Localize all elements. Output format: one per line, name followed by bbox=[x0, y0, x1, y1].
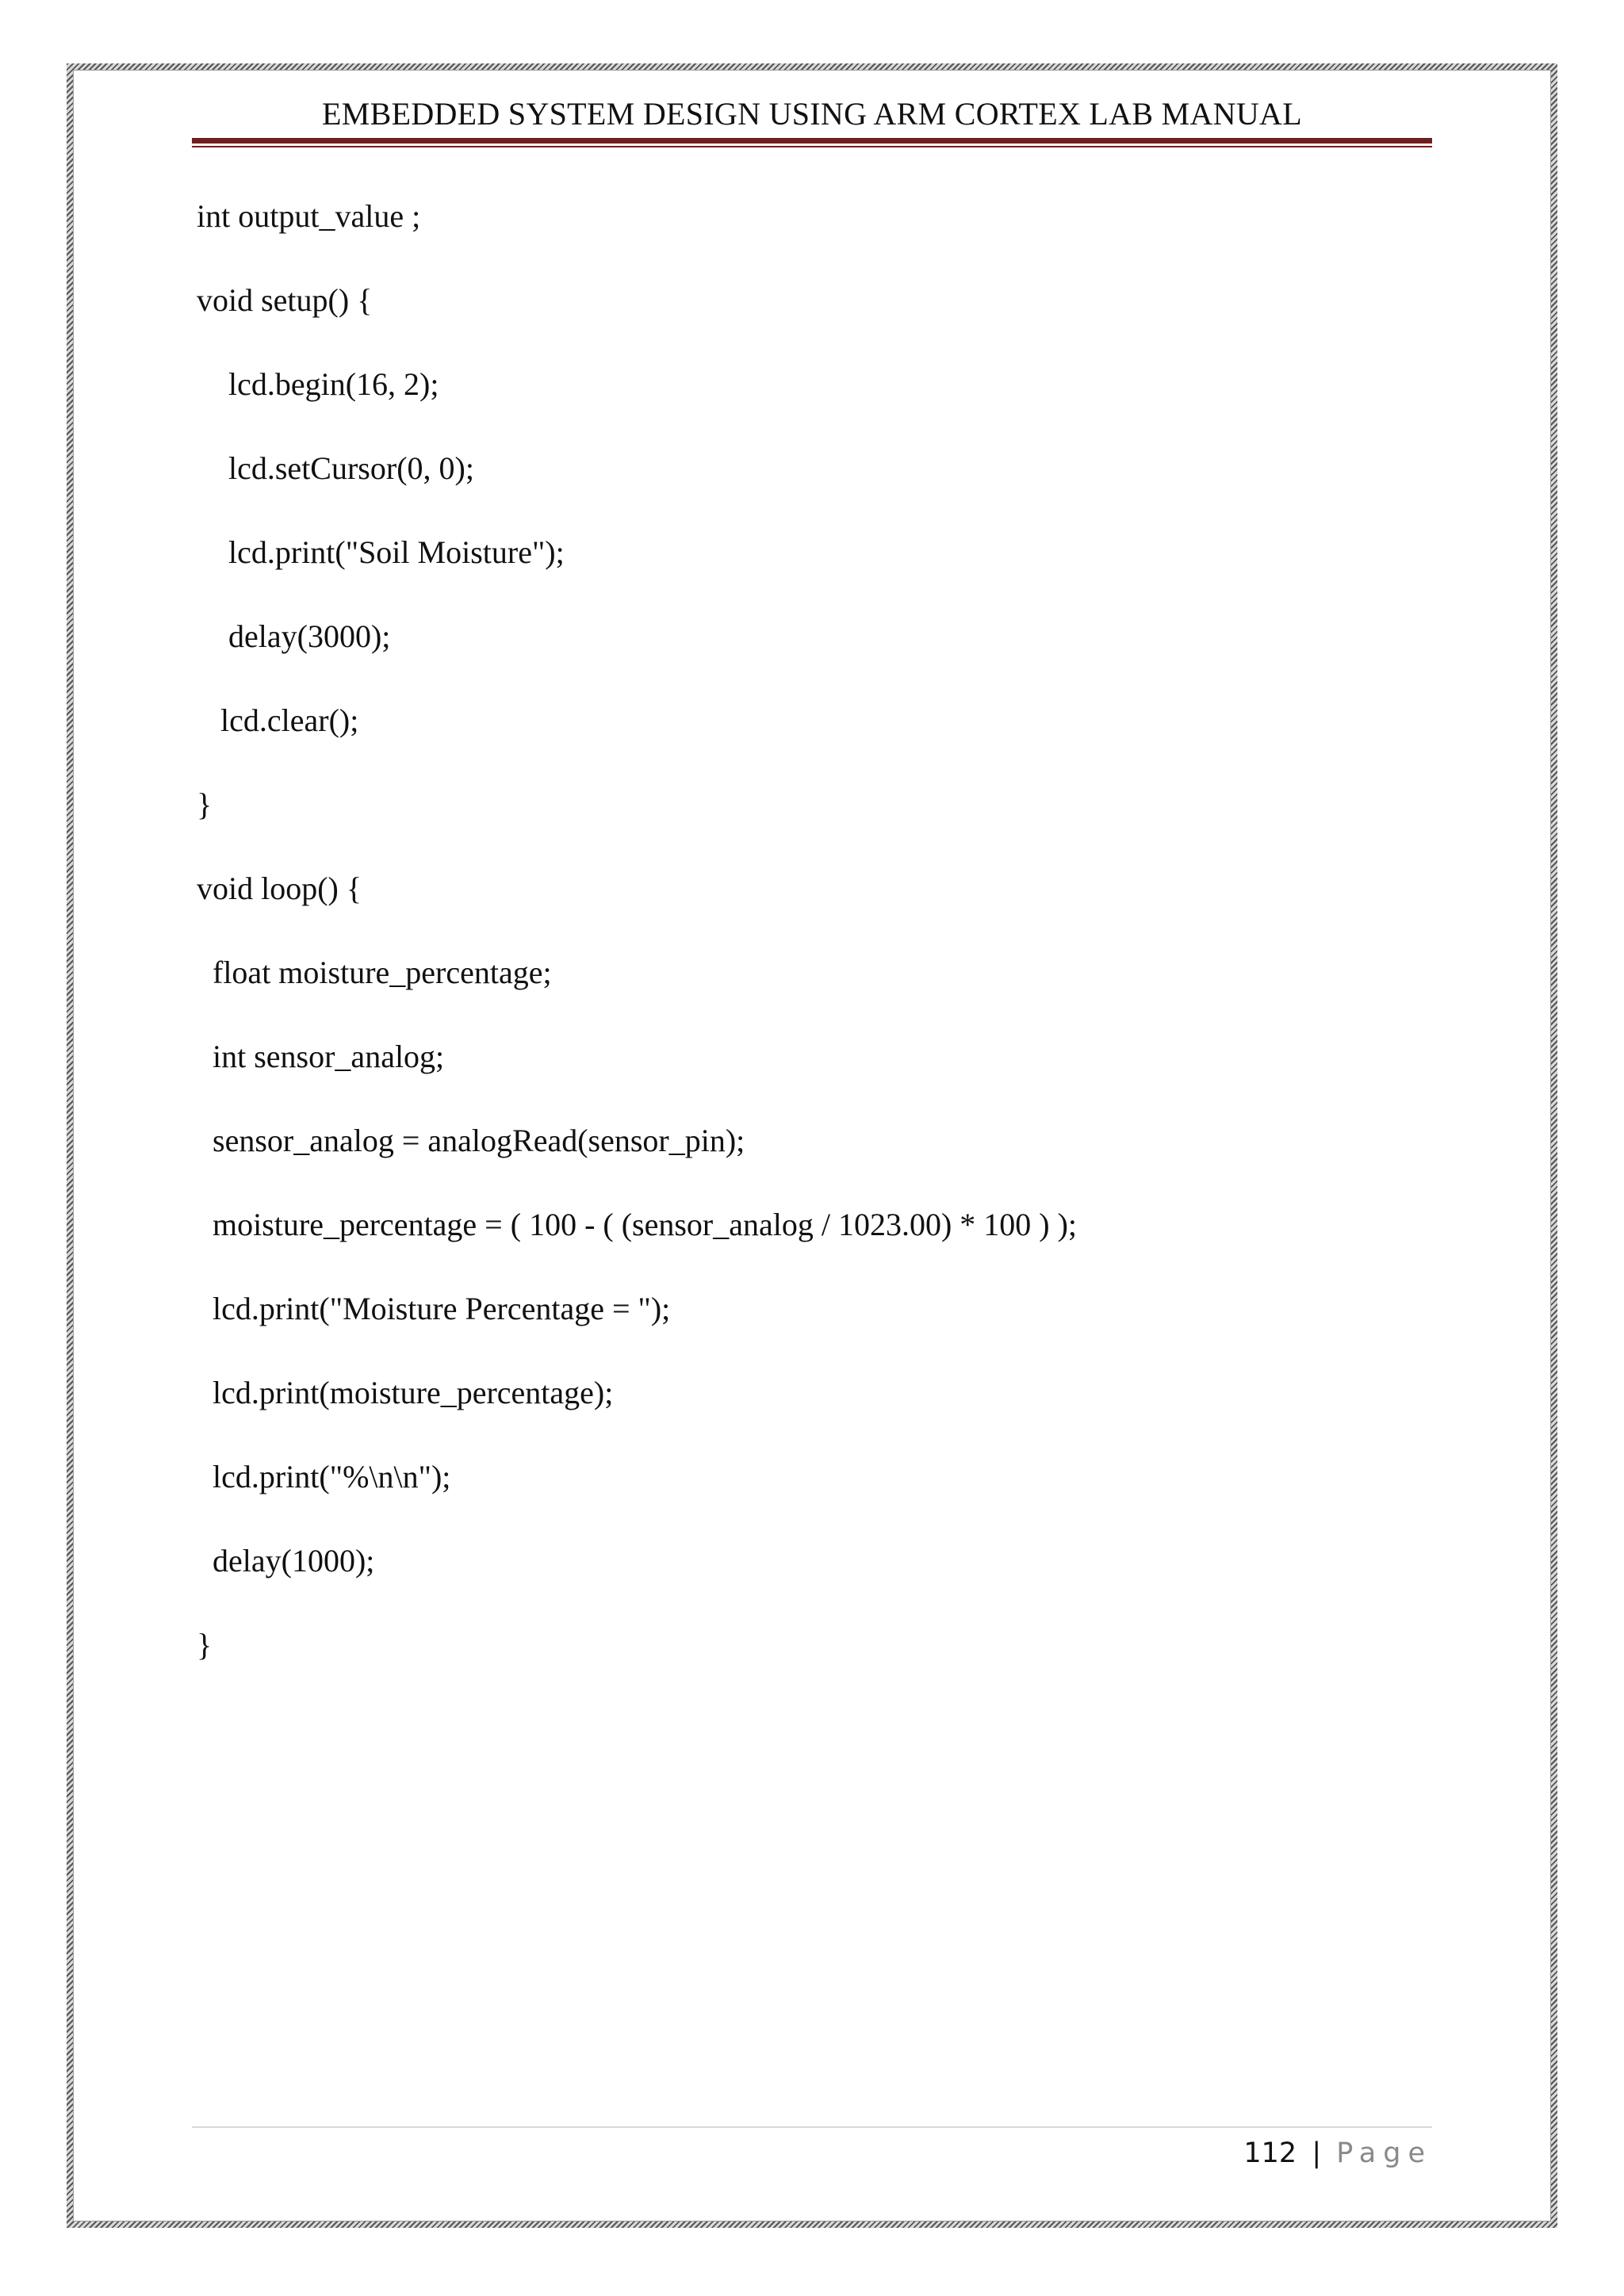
code-line: } bbox=[197, 1627, 213, 1663]
code-line: delay(1000); bbox=[213, 1543, 375, 1578]
code-line: void loop() { bbox=[197, 871, 362, 906]
code-line: } bbox=[197, 786, 213, 822]
code-line: lcd.clear(); bbox=[220, 702, 359, 738]
code-line: lcd.setCursor(0, 0); bbox=[228, 450, 474, 486]
code-line: int sensor_analog; bbox=[213, 1039, 445, 1074]
code-line: lcd.print("Soil Moisture"); bbox=[228, 534, 565, 570]
page-label: Page bbox=[1336, 2137, 1432, 2169]
code-line: float moisture_percentage; bbox=[213, 955, 552, 990]
page-number: 112 bbox=[1243, 2137, 1297, 2169]
code-line: lcd.begin(16, 2); bbox=[228, 366, 439, 402]
code-listing bbox=[197, 189, 1434, 1701]
code-line: lcd.print("Moisture Percentage = "); bbox=[213, 1291, 671, 1326]
footer-rule bbox=[192, 2126, 1432, 2128]
footer-separator: | bbox=[1312, 2137, 1322, 2169]
header-rule bbox=[192, 138, 1432, 144]
code-line: lcd.print(moisture_percentage); bbox=[213, 1375, 614, 1410]
page-footer bbox=[1243, 2134, 1432, 2172]
code-line: delay(3000); bbox=[228, 618, 391, 654]
code-line: int output_value ; bbox=[197, 198, 421, 234]
header-rule-thin bbox=[192, 146, 1432, 147]
code-line: moisture_percentage = ( 100 - ( (sensor_analog / 1023.00) * 100 ) ); bbox=[213, 1207, 1078, 1242]
code-line: sensor_analog = analogRead(sensor_pin); bbox=[213, 1123, 745, 1158]
running-header: EMBEDDED SYSTEM DESIGN USING ARM CORTEX LAB MANUAL bbox=[322, 96, 1302, 132]
code-line: void setup() { bbox=[197, 282, 373, 318]
code-line: lcd.print("%\n\n"); bbox=[213, 1459, 451, 1494]
